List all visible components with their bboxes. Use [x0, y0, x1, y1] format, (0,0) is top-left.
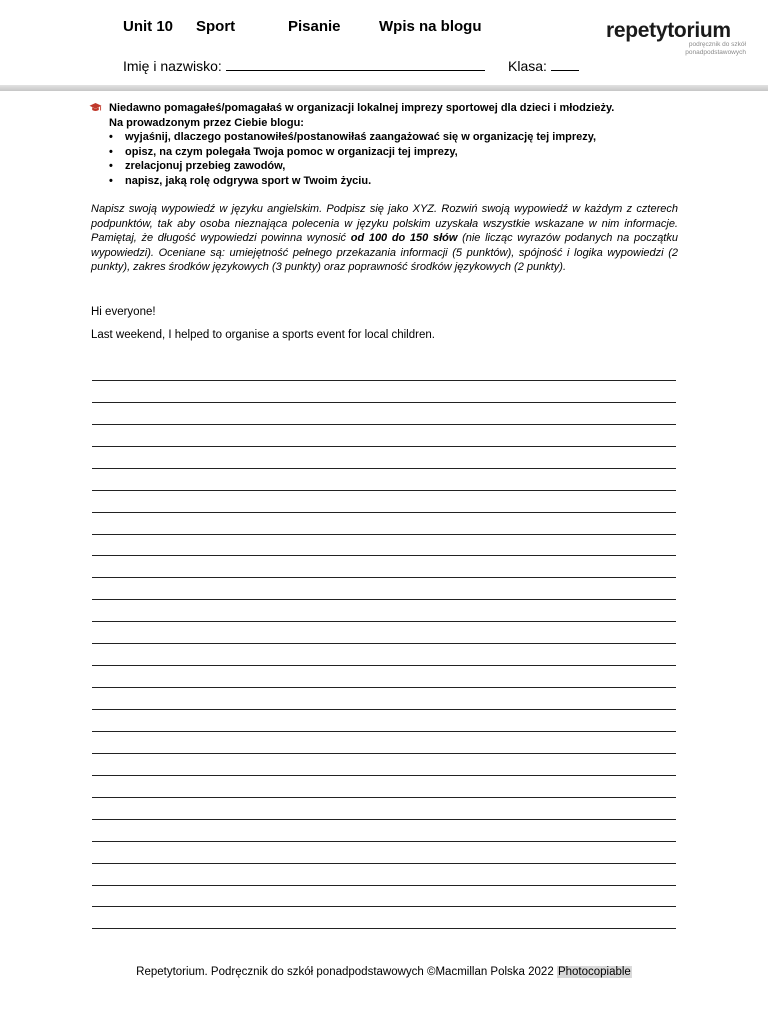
writing-line[interactable]	[92, 776, 676, 798]
writing-line[interactable]	[92, 535, 676, 557]
writing-line[interactable]	[92, 688, 676, 710]
graduation-cap-icon	[89, 102, 102, 118]
task-line2: Na prowadzonym przez Ciebie blogu:	[109, 116, 304, 129]
writing-line[interactable]	[92, 622, 676, 644]
logo-word: repetytorium	[606, 19, 731, 42]
task-bullet: • zrelacjonuj przebieg zawodów,	[109, 160, 286, 173]
writing-line[interactable]	[92, 556, 676, 578]
footer-copyright: Repetytorium. Podręcznik do szkół ponadpodstawowych ©Macmillan Polska 2022	[136, 966, 557, 978]
logo-subtitle-line1: podręcznik do szkół	[688, 41, 746, 48]
writing-line[interactable]	[92, 600, 676, 622]
writing-line[interactable]	[92, 732, 676, 754]
writing-line[interactable]	[92, 447, 676, 469]
writing-line[interactable]	[92, 666, 676, 688]
unit-label: Unit 10	[123, 18, 174, 35]
name-field	[123, 57, 485, 74]
task-prompt	[91, 101, 678, 189]
writing-line[interactable]	[92, 359, 676, 381]
class-write-line[interactable]	[551, 57, 579, 71]
skill-label: Pisanie	[288, 18, 341, 35]
writing-line[interactable]	[92, 425, 676, 447]
writing-line[interactable]	[92, 469, 676, 491]
task-lead: Niedawno pomagałeś/pomagałaś w organizacji lokalnej imprezy sportowej dla dzieci i młodzieży.	[109, 102, 615, 114]
answer-opening: Last weekend, I helped to organise a sports event for local children.	[91, 329, 435, 341]
topic-label: Sport	[196, 18, 236, 35]
task-bullet: • napisz, jaką rolę odgrywa sport w Twoim życiu.	[109, 174, 372, 187]
writing-line[interactable]	[92, 491, 676, 513]
task-bullet: • wyjaśnij, dlaczego postanowiłeś/postanowiłaś zaangażować się w organizację tej imprezy,	[109, 131, 597, 144]
class-label: Klasa:	[508, 58, 547, 74]
writing-line[interactable]	[92, 842, 676, 864]
writing-line[interactable]	[92, 798, 676, 820]
writing-line[interactable]	[92, 864, 676, 886]
writing-line[interactable]	[92, 820, 676, 842]
repetytorium-logo	[606, 20, 746, 57]
name-write-line[interactable]	[226, 57, 485, 71]
writing-line[interactable]	[92, 886, 676, 908]
task-type-label: Wpis na blogu	[379, 18, 482, 35]
photocopiable-label: Photocopiable	[557, 966, 631, 978]
footer	[0, 966, 768, 978]
word-count-requirement: od 100 do 150 słów	[350, 232, 458, 245]
writing-line[interactable]	[92, 710, 676, 732]
writing-line[interactable]	[92, 578, 676, 600]
writing-lines[interactable]	[92, 359, 676, 929]
writing-line[interactable]	[92, 644, 676, 666]
name-label: Imię i nazwisko:	[123, 58, 222, 74]
class-field	[508, 57, 579, 74]
header-divider-bar	[0, 85, 768, 91]
writing-line[interactable]	[92, 907, 676, 929]
writing-line[interactable]	[92, 754, 676, 776]
writing-line[interactable]	[92, 513, 676, 535]
writing-line[interactable]	[92, 403, 676, 425]
task-bullet-list	[91, 130, 678, 188]
logo-subtitle-line2: ponadpodstawowych	[685, 48, 746, 56]
writing-line[interactable]	[92, 381, 676, 403]
answer-greeting: Hi everyone!	[91, 306, 156, 318]
task-bullet: • opisz, na czym polegała Twoja pomoc w organizacji tej imprezy,	[109, 145, 458, 158]
instructions-paragraph: Napisz swoją wypowiedź w języku angielskim. Podpisz się jako XYZ. Rozwiń swoją wypowiedź w każdym z czterech podpunktów, tak aby osoba nieznająca polecenia w języku polskim uzyskała wszystkie wskazane w nim informacje. Pamiętaj, że długość wypowiedzi powinna wynosić od 100 do 150 słów (nie licząc wyrazów podanych na początku wypowiedzi). Oceniane są: umiejętność pełnego przekazania informacji (5 punktów), spójność i logika wypowiedzi (2 punkty), zakres środków językowych (3 punkty) oraz poprawność środków językowych (2 punkty).	[91, 203, 678, 274]
